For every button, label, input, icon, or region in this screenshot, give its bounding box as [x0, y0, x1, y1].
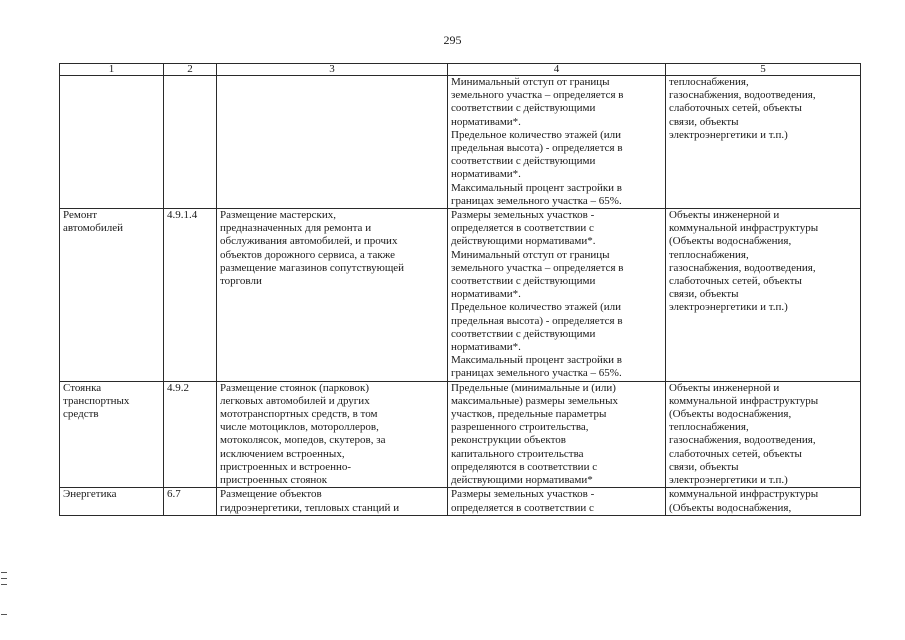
description-cell: Размещение стоянок (парковок) легковых автомобилей и других мототранспортных средств, в том числе мотоциклов, мотороллеров, мотоколясок, мопедов, скутеров, за исключением встроенных, пристроенных и встроенно- пристроенных стоянок: [217, 381, 448, 488]
auxiliary-cell: коммунальной инфраструктуры (Объекты водоснабжения,: [666, 488, 861, 515]
table-row: [60, 381, 861, 488]
scan-margin-marks: [1, 560, 8, 620]
header-row: [60, 64, 861, 76]
auxiliary-cell: Объекты инженерной и коммунальной инфраструктуры (Объекты водоснабжения, теплоснабжения, газоснабжения, водоотведения, слаботочных сетей, объекты связи, объекты электроэнергетики и т.п.): [666, 381, 861, 488]
header-col-2: 2: [164, 64, 217, 76]
code-cell: 6.7: [164, 488, 217, 515]
use-name-cell: Энергетика: [60, 488, 164, 515]
code-cell: [164, 76, 217, 209]
auxiliary-cell: Объекты инженерной и коммунальной инфраструктуры (Объекты водоснабжения, теплоснабжения, газоснабжения, водоотведения, слаботочных сетей, объекты связи, объекты электроэнергетики и т.п.): [666, 209, 861, 382]
description-cell: Размещение объектов гидроэнергетики, тепловых станций и: [217, 488, 448, 515]
parameters-cell: Размеры земельных участков - определяется в соответствии с действующими нормативами*. Минимальный отступ от границы земельного участка – определяется в соответствии с действующими нормативами*. Предельное количество этажей (или предельная высота) - определяется в соответствии с действующими нормативами*. Максимальный процент застройки в границах земельного участка – 65%.: [448, 209, 666, 382]
description-cell: [217, 76, 448, 209]
table-row: [60, 209, 861, 382]
header-col-1: 1: [60, 64, 164, 76]
use-name-cell: Ремонт автомобилей: [60, 209, 164, 382]
table-row: [60, 76, 861, 209]
header-col-3: 3: [217, 64, 448, 76]
table-row: [60, 488, 861, 515]
auxiliary-cell: теплоснабжения, газоснабжения, водоотведения, слаботочных сетей, объекты связи, объекты электроэнергетики и т.п.): [666, 76, 861, 209]
regulations-table: [59, 63, 861, 516]
code-cell: 4.9.1.4: [164, 209, 217, 382]
page-number: 295: [443, 33, 462, 47]
parameters-cell: Размеры земельных участков - определяется в соответствии с: [448, 488, 666, 515]
use-name-cell: [60, 76, 164, 209]
parameters-cell: Предельные (минимальные и (или) максимальные) размеры земельных участков, предельные параметры разрешенного строительства, реконструкции объектов капитального строительства определяются в соответствии с действующими нормативами*: [448, 381, 666, 488]
use-name-cell: Стоянка транспортных средств: [60, 381, 164, 488]
header-col-5: 5: [666, 64, 861, 76]
header-col-4: 4: [448, 64, 666, 76]
parameters-cell: Минимальный отступ от границы земельного участка – определяется в соответствии с действующими нормативами*. Предельное количество этажей (или предельная высота) - определяется в соответствии с действующими нормативами*. Максимальный процент застройки в границах земельного участка – 65%.: [448, 76, 666, 209]
description-cell: Размещение мастерских, предназначенных для ремонта и обслуживания автомобилей, и прочих объектов дорожного сервиса, а также размещение магазинов сопутствующей торговли: [217, 209, 448, 382]
code-cell: 4.9.2: [164, 381, 217, 488]
